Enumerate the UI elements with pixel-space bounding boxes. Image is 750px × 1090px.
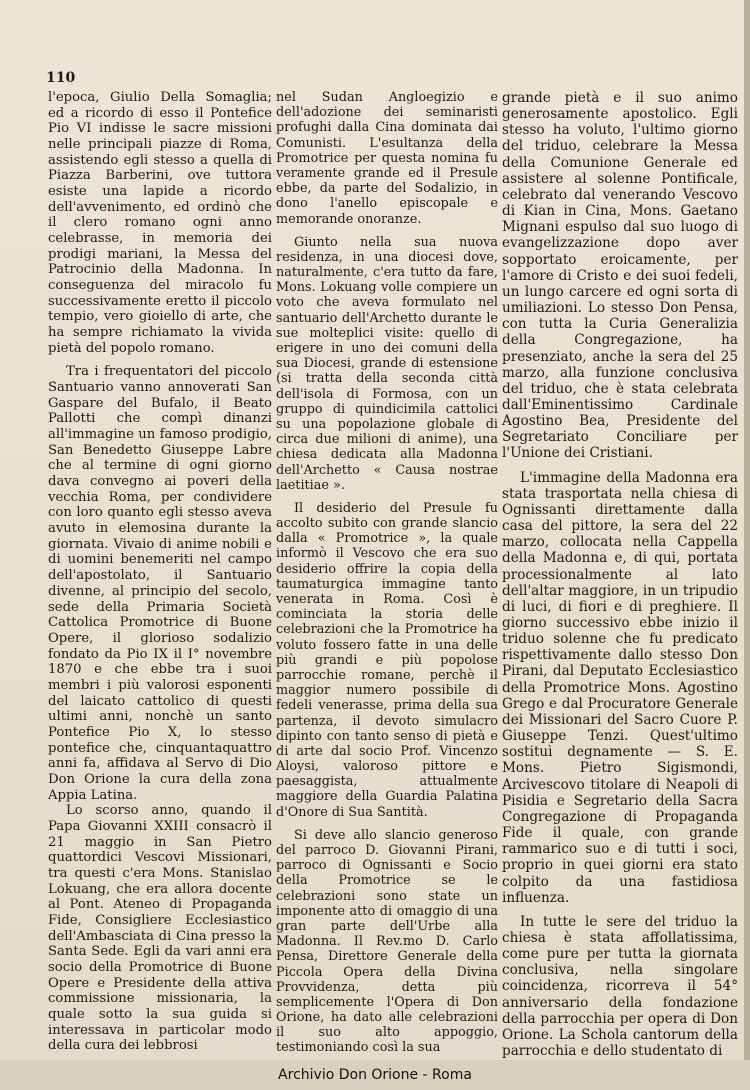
paragraph: grande pietà e il suo animo generosamente apostolico. Egli stesso ha voluto, l'ultimo giorno del triduo, celebrare la Messa della Comunione Generale ed assistere al solenne Pontificale, celebrato dal venerando Vescovo di Kian in Cina, Mons. Gaetano Mignani espulso dal suo luogo di evangelizzazione dopo aver sopportato eroicamente, per l'amore di Cristo e dei suoi fedeli, un lungo carcere ed ogni sorta di umiliazioni. Lo stesso Don Pensa, con tutta la Curia Generalizia della Congregazione, ha presenziato, anche la sera del 25 marzo, alla funzione conclusiva del triduo, che è stata celebrata dall'Eminentissimo Cardinale Agostino Bea, Presidente del Segretariato Conciliare per l'Unione dei Cristiani. — [502, 90, 738, 462]
page-edge — [744, 0, 750, 1090]
paragraph: Giunto nella sua nuova residenza, in una diocesi dove, naturalmente, c'era tutto da fare, Mons. Lokuang volle compiere un voto che aveva formulato nel santuario dell'Archetto durante le sue molteplici visite: quello di erigere in uno dei comuni della sua Diocesi, grande di estensione (si tratta della seconda città dell'isola di Formosa, con un gruppo di quindicimila cattolici su una popolazione globale di circa due milioni di anime), una chiesa dedicata alla Madonna dell'Archetto « Causa nostrae laetitiae ». — [276, 234, 498, 493]
paragraph: l'epoca, Giulio Della Somaglia; ed a ricordo di esso il Pontefice Pio VI indisse le sacre missioni nelle principali piazze di Roma, assistendo egli stesso a quella di Piazza Barberini, ove tuttora esiste una lapide a ricordo dell'avvenimento, ed ordinò che il clero romano ogni anno celebrasse, in memoria dei prodigi mariani, la Messa del Patrocinio della Madonna. In conseguenza del miracolo fu successivamente eretto il piccolo tempio, vero gioiello di arte, che ha sempre richiamato la vivida pietà del popolo romano. — [48, 90, 272, 356]
paragraph: Lo scorso anno, quando il Papa Giovanni XXIII consacrò il 21 maggio in San Pietro quattordici Vescovi Missionari, tra questi c'era Mons. Stanislao Lokuang, che era allora docente al Pont. Ateneo di Propaganda Fide, Consigliere Ecclesiastico dell'Ambasciata di Cina presso la Santa Sede. Egli da vari anni era socio della Promotrice di Buone Opere e Presidente della attiva commissione missionaria, la quale sotto la sua guida si interessava in particolar modo della cura dei lebbrosi — [48, 803, 272, 1054]
paragraph: In tutte le sere del triduo la chiesa è stata affollatissima, come pure per tutta la giornata conclusiva, nella singolare coincidenza, ricorreva il 54° anniversario della fondazione della parrocchia per opera di Don Orione. La Schola cantorum della parrocchia e dello studentato di — [502, 913, 738, 1060]
paragraph: nel Sudan Angloegizio e dell'adozione dei seminaristi profughi dalla Cina dominata dai Comunisti. L'esultanza della Promotrice per questa nomina fu veramente grande ed il Presule ebbe, da parte del Sodalizio, in dono l'anello episcopale e memorande onoranze. — [276, 90, 498, 227]
paragraph: Si deve allo slancio generoso del parroco D. Giovanni Pirani, parroco di Ognissanti e Socio della Promotrice se le celebrazioni sono state un imponente atto di omaggio di una gran parte dell'Urbe alla Madonna. Il Rev.mo D. Carlo Pensa, Direttore Generale della Piccola Opera della Divina Provvidenza, detta più semplicemente l'Opera di Don Orione, ha dato alle celebrazioni il suo alto appoggio, testimoniando così la sua — [276, 827, 498, 1056]
page-number: 110 — [46, 70, 76, 86]
text-column-1 — [48, 90, 272, 1054]
paragraph: L'immagine della Madonna era stata trasportata nella chiesa di Ognissanti direttamente dalla casa del pittore, la sera del 22 marzo, collocata nella Cappella della Madonna e, di qui, portata processionalmente al lato dell'altar maggiore, in un tripudio di luci, di fiori e di preghiere. Il giorno successivo ebbe inizio il triduo solenne che fu predicato rispettivamente dallo stesso Don Pirani, dal Deputato Ecclesiastico della Promotrice Mons. Agostino Grego e dal Procuratore Generale dei Missionari del Sacro Cuore P. Giuseppe Tenzi. Quest'ultimo sostituì degnamente — S. E. Mons. Pietro Sigismondi, Arcivescovo titolare di Neapoli di Pisidia e Segretario della Sacra Congregazione di Propaganda Fide il quale, con grande rammarico suo e di tutti i soci, proprio in quei giorni era stato colpito da una fastidiosa influenza. — [502, 469, 738, 906]
footer-bar — [0, 1060, 750, 1090]
text-column-3 — [502, 90, 738, 1059]
paragraph: Tra i frequentatori del piccolo Santuario vanno annoverati San Gaspare del Bufalo, il Beato Pallotti che compì dinanzi all'immagine un famoso prodigio, San Benedetto Giuseppe Labre che al termine di ogni giorno dava convegno ai poveri della vecchia Roma, per condividere con loro quanto egli stesso aveva avuto in elemosina durante la giornata. Vivaio di anime nobili e di uomini benemeriti nel campo dell'apostolato, il Santuario divenne, al principio del secolo, sede della Primaria Società Cattolica Promotrice di Buone Opere, il glorioso sodalizio fondato da Pio IX il I° novembre 1870 e che ebbe tra i suoi membri i più valorosi esponenti del laicato cattolico di questi ultimi anni, nonchè un santo Pontefice Pio X, lo stesso pontefice che, cinquantaquattro anni fa, affidava al Servo di Dio Don Orione la cura della zona Appia Latina. — [48, 364, 272, 803]
text-column-2 — [276, 90, 498, 1056]
paragraph: Il desiderio del Presule fu accolto subito con grande slancio dalla « Promotrice », la quale informò il Vescovo che era suo desiderio offrire la copia della taumaturgica immagine tanto venerata in Roma. Così è cominciata la storia delle celebrazioni che la Promotrice ha voluto fossero fatte in una delle più grandi e più popolose parrocchie romane, perchè il maggior numero possibile di fedeli venerasse, prima della sua partenza, il devoto simulacro dipinto con tanto senso di pietà e di arte dal socio Prof. Vincenzo Aloysi, valoroso pittore e paesaggista, attualmente maggiore della Guardia Palatina d'Onore di Sua Santità. — [276, 500, 498, 820]
archive-footer: Archivio Don Orione - Roma — [278, 1067, 472, 1083]
